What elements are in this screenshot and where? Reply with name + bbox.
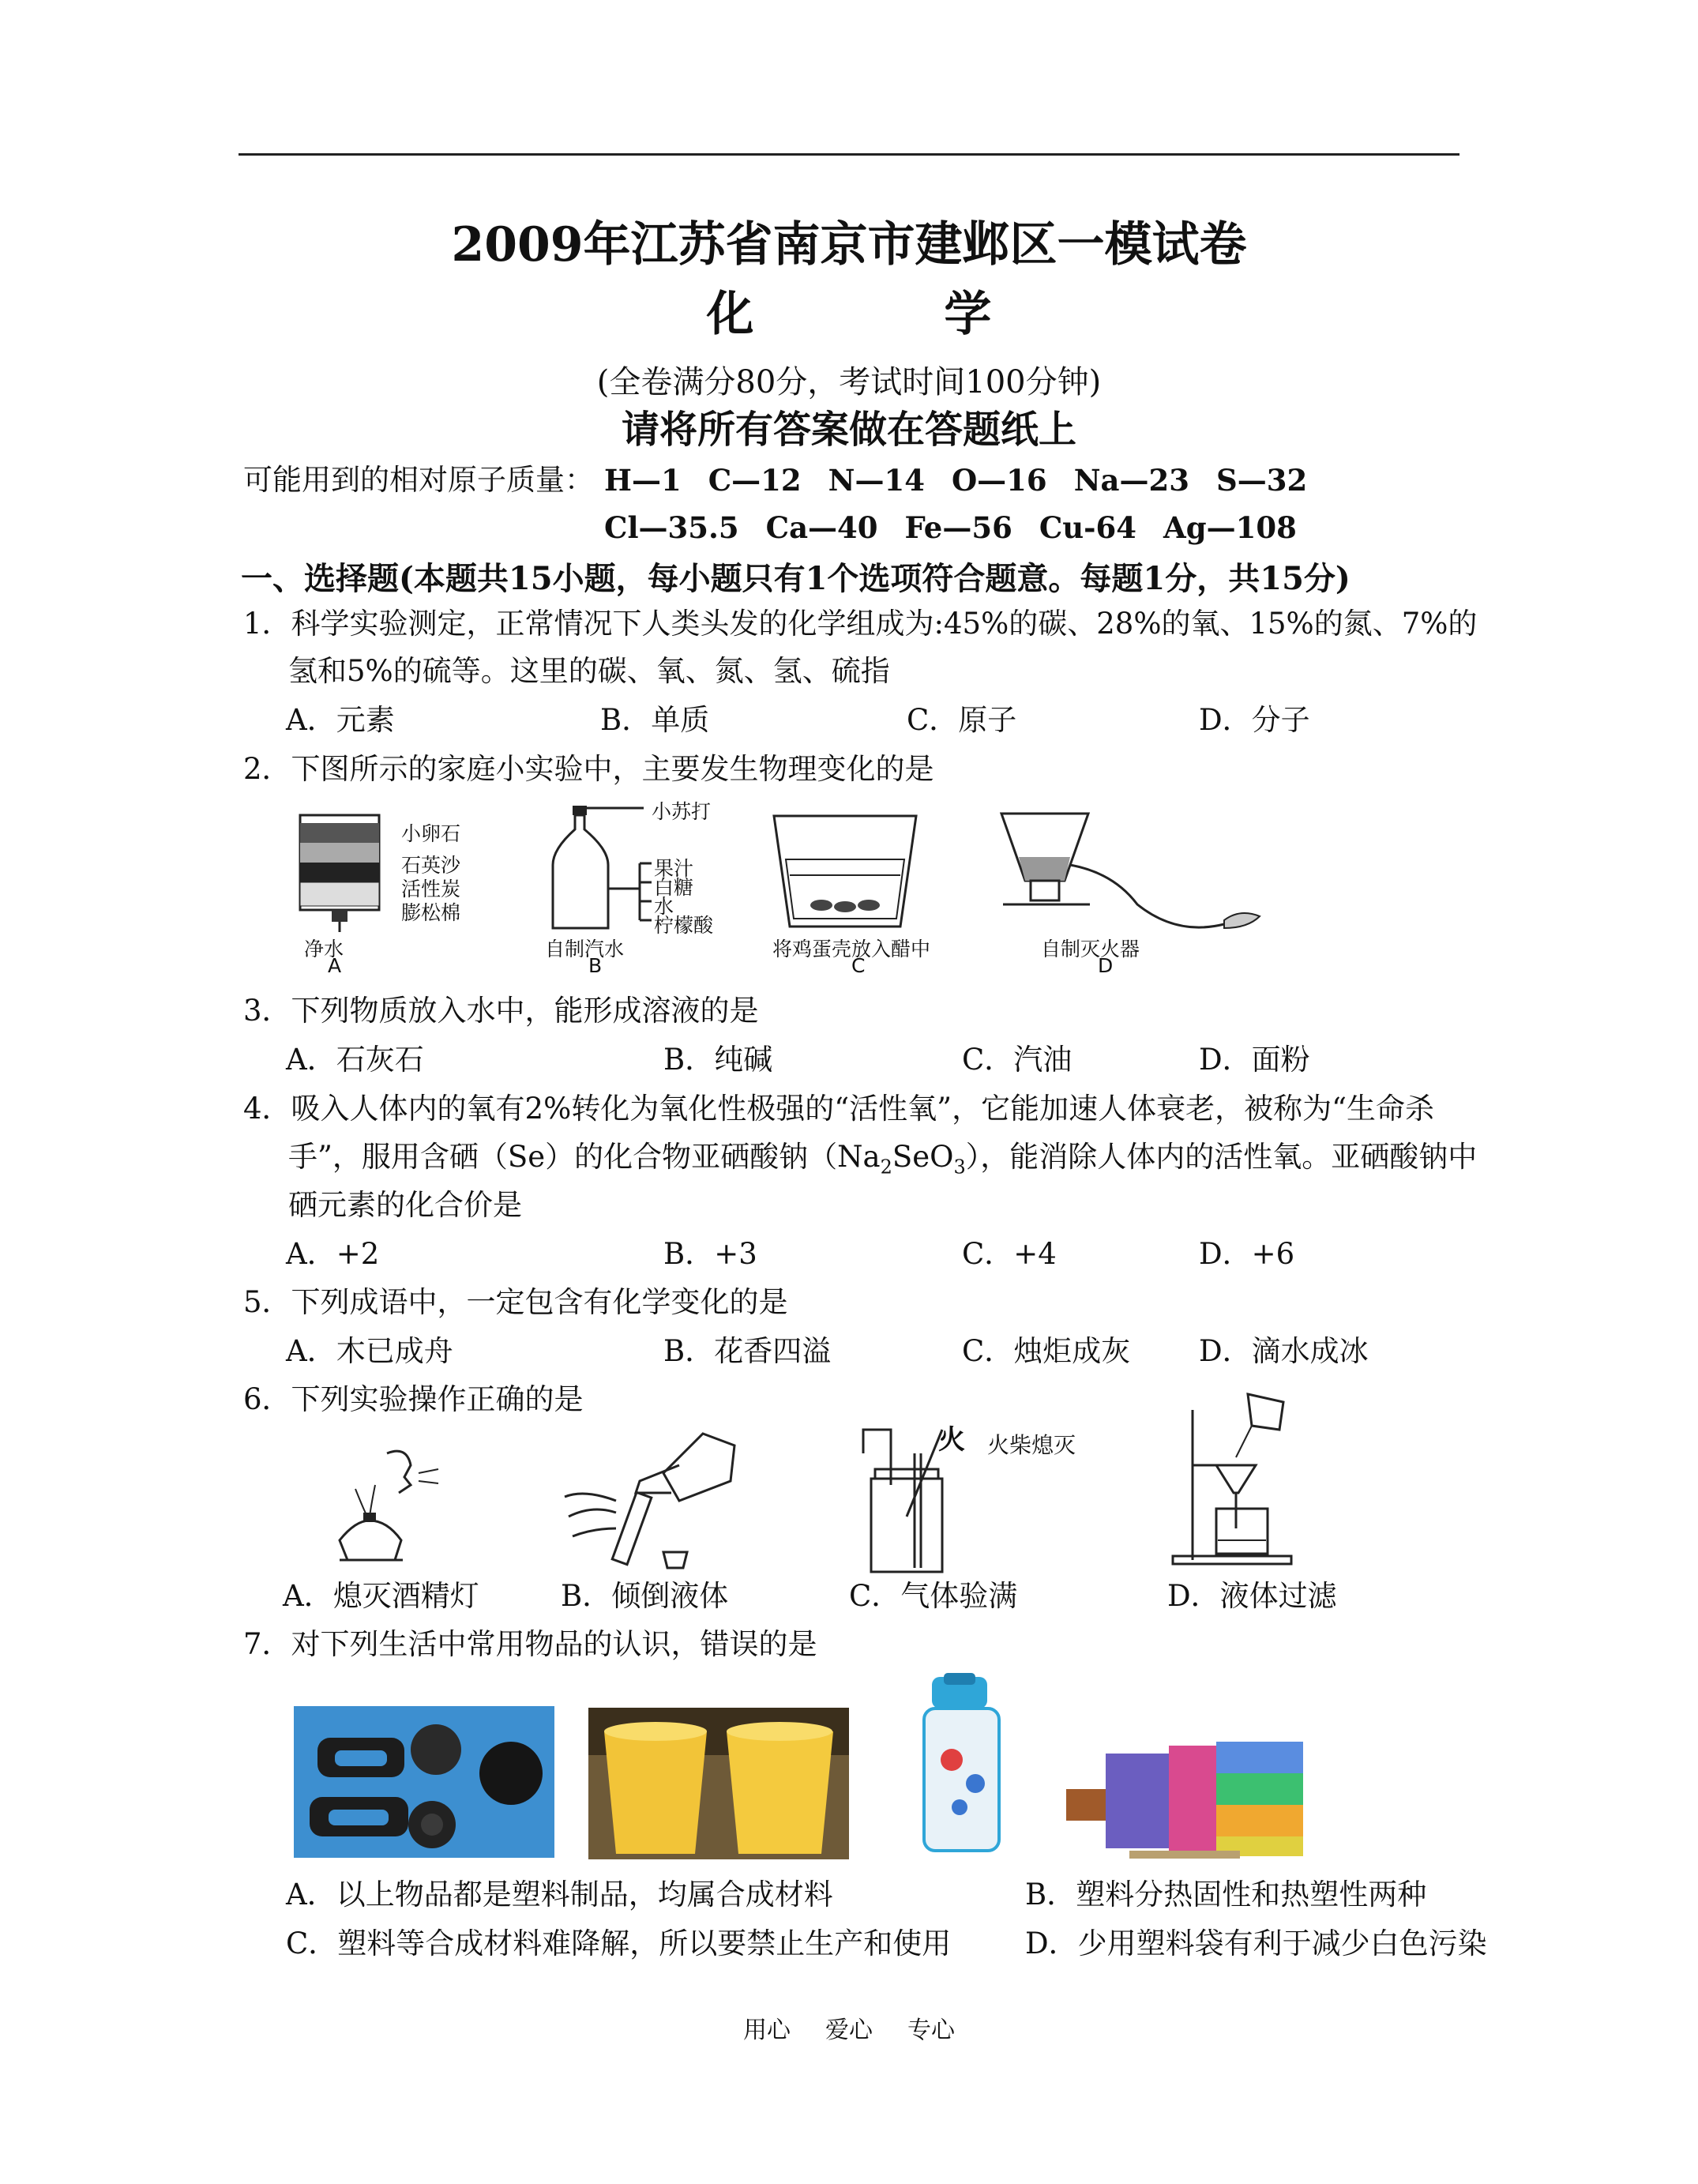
- figA-caption: 净水: [304, 938, 344, 960]
- header-rule: [239, 153, 1459, 156]
- figB-label-2: 白糖: [654, 876, 694, 899]
- subject-title: 化 学: [706, 287, 1079, 342]
- section-heading: 一、选择题(本题共15小题，每小题只有1个选项符合题意。每题1分，共15分): [241, 560, 1351, 597]
- plastic-cups-photo: [588, 1708, 849, 1859]
- q3-option-b: B．纯碱: [663, 1043, 773, 1077]
- mass-item: H—1: [604, 463, 682, 498]
- q5-option-c: C．烛炬成灰: [962, 1334, 1131, 1368]
- q5-option-d: D．滴水成冰: [1199, 1334, 1369, 1368]
- q1-option-d: D．分子: [1199, 703, 1310, 737]
- fire-extinguisher-figure: [987, 810, 1272, 936]
- figC-letter: C: [851, 954, 866, 977]
- mass-item: Ca—40: [765, 510, 878, 545]
- q7-option-c: C．塑料等合成材料难降解，所以要禁止生产和使用: [286, 1927, 952, 1960]
- figD-caption: 自制灭火器: [1041, 938, 1140, 960]
- soda-bottle-figure: [537, 802, 656, 936]
- footer-word: 用心: [743, 2017, 791, 2044]
- beaker-eggshell-figure: [766, 812, 924, 930]
- q7-option-a: A．以上物品都是塑料制品，均属合成材料: [286, 1878, 833, 1911]
- q3-option-d: D．面粉: [1199, 1043, 1310, 1077]
- question-4-line3: 硒元素的化合价是: [288, 1188, 522, 1222]
- exam-note: (全卷满分80分，考试时间100分钟): [596, 364, 1102, 400]
- atomic-mass-row2: [604, 509, 1324, 547]
- q3-option-c: C．汽油: [962, 1043, 1073, 1077]
- match-extinguished-label: 火柴熄灭: [987, 1432, 1076, 1458]
- q7-option-b: B．塑料分热固性和热塑性两种: [1025, 1878, 1427, 1911]
- fire-symbol: 火: [938, 1424, 965, 1456]
- figA-label-4: 膨松棉: [401, 901, 461, 924]
- q1-option-c: C．原子: [907, 703, 1017, 737]
- mass-item: Cl—35.5: [604, 510, 739, 545]
- plastic-parts-photo: [294, 1706, 554, 1858]
- q4-option-d: D．+6: [1199, 1237, 1295, 1271]
- question-6-stem: 6．下列实验操作正确的是: [243, 1382, 584, 1416]
- alcohol-lamp-figure: [332, 1430, 450, 1568]
- q4-option-b: B．+3: [663, 1237, 757, 1271]
- pouring-liquid-figure: [561, 1426, 742, 1568]
- question-4-line1: 4．吸入人体内的氧有2%转化为氧化性极强的“活性氧”，它能加速人体衰老，被称为“生命杀: [243, 1092, 1434, 1126]
- footer-word: 爱心: [825, 2017, 873, 2044]
- q7-option-d: D．少用塑料袋有利于减少白色污染: [1025, 1927, 1487, 1960]
- q5-option-a: A．木已成舟: [286, 1334, 453, 1368]
- page-footer: [0, 2010, 1698, 2045]
- figB-label-1: 果汁: [654, 857, 694, 880]
- figC-caption: 将鸡蛋壳放入醋中: [772, 938, 931, 960]
- question-1-line2: 氢和5%的硫等。这里的碳、氧、氮、氢、硫指: [288, 654, 890, 688]
- figA-letter: A: [328, 954, 342, 977]
- q1-option-a: A．元素: [286, 703, 395, 737]
- exam-instruction: 请将所有答案做在答题纸上: [621, 408, 1076, 452]
- question-5-stem: 5．下列成语中，一定包含有化学变化的是: [243, 1285, 788, 1319]
- figB-letter: B: [588, 954, 603, 977]
- q1-option-b: B．单质: [600, 703, 710, 737]
- figA-label-3: 活性炭: [401, 878, 461, 900]
- atomic-mass-label: 可能用到的相对原子质量：: [243, 463, 594, 497]
- mass-item: O—16: [951, 463, 1047, 498]
- figA-label-1: 小卵石: [401, 822, 461, 845]
- q6-option-d: D．液体过滤: [1167, 1579, 1337, 1613]
- figB-caption: 自制汽水: [545, 938, 625, 960]
- atomic-mass-row1: [604, 461, 1334, 500]
- plastic-mold-photo: [1042, 1734, 1311, 1860]
- mass-item: Cu-64: [1039, 510, 1137, 545]
- figA-label-2: 石英沙: [401, 854, 461, 877]
- figB-top-label: 小苏打: [652, 800, 712, 823]
- mass-item: Na—23: [1073, 463, 1189, 498]
- question-1-line1: 1．科学实验测定，正常情况下人类头发的化学组成为:45%的碳、28%的氧、15%的氮、7%的: [243, 607, 1478, 641]
- page-title: 2009年江苏省南京市建邺区一模试卷: [451, 217, 1247, 273]
- figD-letter: D: [1098, 954, 1114, 977]
- q3-option-a: A．石灰石: [286, 1043, 424, 1077]
- figB-label-3: 水: [654, 895, 674, 918]
- question-7-stem: 7．对下列生活中常用物品的认识，错误的是: [243, 1627, 817, 1661]
- mass-item: C—12: [708, 463, 802, 498]
- water-bottle-photo: [900, 1673, 1027, 1855]
- mass-item: Ag—108: [1163, 510, 1297, 545]
- q4-option-a: A．+2: [286, 1237, 380, 1271]
- q5-option-b: B．花香四溢: [663, 1334, 832, 1368]
- mass-item: N—14: [828, 463, 925, 498]
- question-4-line2: 手”，服用含硒（Se）的化合物亚硒酸钠$(Na_2SeO_3)$，能消除人体内的活性氧。亚硒酸钠中: [288, 1140, 1478, 1178]
- question-3-stem: 3．下列物质放入水中，能形成溶液的是: [243, 994, 759, 1028]
- footer-word: 专心: [907, 2017, 955, 2044]
- q6-option-a: A．熄灭酒精灯: [283, 1579, 479, 1613]
- filtration-figure: [1169, 1386, 1295, 1568]
- mass-item: Fe—56: [904, 510, 1012, 545]
- water-filter-figure: [296, 807, 407, 934]
- question-2-stem: 2．下图所示的家庭小实验中，主要发生物理变化的是: [243, 752, 934, 786]
- q6-option-c: C．气体验满: [849, 1579, 1018, 1613]
- q6-option-b: B．倾倒液体: [561, 1579, 729, 1613]
- figB-label-4: 柠檬酸: [654, 914, 714, 937]
- q4-option-c: C．+4: [962, 1237, 1057, 1271]
- mass-item: S—32: [1215, 463, 1308, 498]
